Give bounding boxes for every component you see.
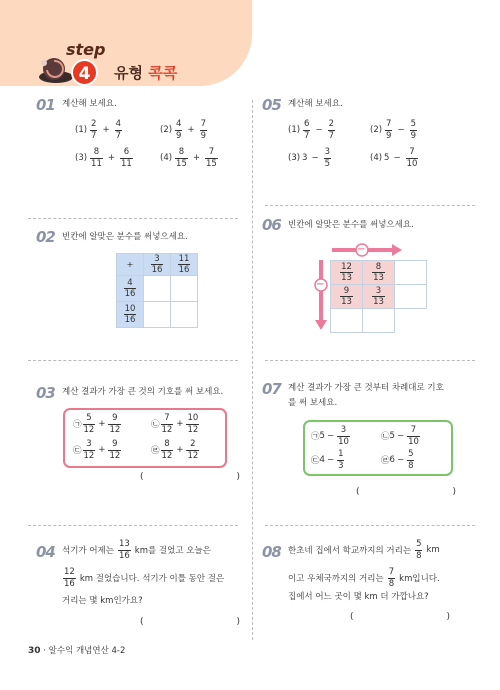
- question-number: 04: [36, 543, 55, 561]
- header-cell: $\frac{4}{16}$: [117, 276, 144, 302]
- fraction: $\frac{5}{9}$: [410, 119, 417, 141]
- given-cell: $\frac{3}{13}$: [363, 285, 395, 309]
- fraction: $\frac{2}{7}$: [328, 119, 335, 141]
- expression-item: (1) $\frac{2}{7}$ + $\frac{4}{7}$: [75, 119, 122, 141]
- fraction: $\frac{8}{12}$: [161, 439, 173, 461]
- fraction: $\frac{10}{12}$: [187, 413, 199, 435]
- question-number: 02: [36, 228, 55, 246]
- fraction: $\frac{7}{9}$: [200, 119, 207, 141]
- expression-item: ㉢ $\frac{3}{12}$ + $\frac{9}{12}$: [73, 439, 121, 461]
- header-cell: $\frac{10}{16}$: [117, 302, 144, 328]
- answer-paren[interactable]: ( ): [140, 472, 240, 482]
- column-divider: [252, 100, 253, 640]
- question-line: 석기가 어제는 $\frac{13}{16}$ km를 걸었고 오늘은: [62, 539, 211, 561]
- section-divider: [265, 360, 475, 361]
- given-cell: $\frac{12}{13}$: [331, 261, 363, 285]
- fraction: $\frac{3}{10}$: [338, 425, 349, 447]
- fraction: $\frac{7}{10}$: [406, 147, 418, 169]
- expression-item: (1) $\frac{6}{7}$ − $\frac{2}{7}$: [288, 119, 335, 141]
- question-number: 06: [262, 216, 281, 234]
- fraction: $\frac{2}{12}$: [187, 439, 199, 461]
- page-footer: 30 · 알수익 개념연산 4-2: [28, 646, 126, 656]
- section-divider: [28, 218, 238, 219]
- expression-item: ㉣ 6 − $\frac{5}{8}$: [381, 449, 414, 471]
- expression-item: ㉠ 5 − $\frac{3}{10}$: [311, 425, 349, 447]
- header-cell: $\frac{3}{16}$: [144, 254, 171, 276]
- step-number: 4: [71, 59, 98, 86]
- fraction: $\frac{5}{8}$: [408, 449, 414, 471]
- fraction: $\frac{7}{9}$: [386, 119, 392, 141]
- question-number: 01: [36, 96, 55, 114]
- question-text: 거리는 몇 km인가요?: [62, 596, 143, 606]
- fraction: $\frac{4}{9}$: [176, 119, 182, 141]
- expression-item: (3) 3 − $\frac{3}{5}$: [288, 147, 331, 169]
- question-text: 빈칸에 알맞은 분수를 써넣으세요.: [62, 232, 188, 242]
- answer-paren[interactable]: ( ): [356, 487, 456, 497]
- fraction: $\frac{7}{10}$: [408, 425, 419, 447]
- minus-sign-left: −: [316, 279, 325, 290]
- question-text: 를 써 보세요.: [288, 398, 338, 408]
- answer-paren[interactable]: ( ): [140, 617, 240, 627]
- expression-item: (2) $\frac{4}{9}$ + $\frac{7}{9}$: [160, 119, 207, 141]
- choice-box: [303, 420, 453, 476]
- minus-sign-top: −: [357, 244, 366, 255]
- section-divider: [265, 205, 475, 206]
- snail-mascot-icon: [36, 55, 76, 85]
- section-divider: [28, 525, 238, 526]
- question-text: 빈칸에 알맞은 분수를 써넣으세요.: [288, 220, 414, 230]
- subtraction-grid: [330, 260, 427, 333]
- step-label: step: [66, 40, 106, 59]
- fraction: $\frac{3}{12}$: [83, 439, 95, 461]
- answer-cell[interactable]: [395, 285, 427, 309]
- fraction: $\frac{9}{12}$: [109, 413, 121, 435]
- fraction: $\frac{7}{12}$: [161, 413, 173, 435]
- answer-cell[interactable]: [363, 309, 395, 333]
- answer-cell[interactable]: [171, 276, 198, 302]
- answer-cell[interactable]: [331, 309, 363, 333]
- answer-cell[interactable]: [144, 302, 171, 328]
- fraction: $\frac{1}{3}$: [338, 449, 344, 471]
- expression-item: ㉡ 5 − $\frac{7}{10}$: [381, 425, 419, 447]
- corner-cell: +: [117, 254, 144, 276]
- question-text: 계산 결과가 가장 큰 것부터 차례대로 기호: [288, 383, 444, 393]
- fraction: $\frac{6}{7}$: [304, 119, 310, 141]
- question-number: 08: [262, 543, 281, 561]
- given-cell: $\frac{9}{13}$: [331, 285, 363, 309]
- fraction: $\frac{5}{12}$: [83, 413, 95, 435]
- expression-item: ㉣ $\frac{8}{12}$ + $\frac{2}{12}$: [151, 439, 199, 461]
- question-text: 집에서 어느 곳이 몇 km 더 가깝나요?: [288, 592, 429, 602]
- fraction: $\frac{9}{12}$: [109, 439, 121, 461]
- empty-cell: [395, 309, 427, 333]
- question-line: 한초네 집에서 학교까지의 거리는 $\frac{5}{8}$ km: [288, 539, 440, 561]
- expression-item: (2) $\frac{7}{9}$ − $\frac{5}{9}$: [370, 119, 417, 141]
- fraction: $\frac{8}{11}$: [91, 147, 102, 169]
- question-number: 07: [262, 380, 281, 398]
- choice-box: [63, 408, 227, 468]
- question-text: 계산 결과가 가장 큰 것의 기호를 써 보세요.: [62, 387, 224, 397]
- answer-cell[interactable]: [171, 302, 198, 328]
- fraction: $\frac{7}{15}$: [206, 147, 217, 169]
- fraction: $\frac{4}{7}$: [115, 119, 122, 141]
- question-text: 계산해 보세요.: [288, 99, 343, 109]
- page-title: 유형 콕콕: [114, 64, 178, 82]
- section-divider: [265, 525, 475, 526]
- fraction: $\frac{6}{11}$: [121, 147, 132, 169]
- expression-item: (3) $\frac{8}{11}$ + $\frac{6}{11}$: [75, 147, 132, 169]
- answer-cell[interactable]: [395, 261, 427, 285]
- question-number: 03: [36, 384, 55, 402]
- expression-item: ㉡ $\frac{7}{12}$ + $\frac{10}{12}$: [151, 413, 199, 435]
- given-cell: $\frac{8}{13}$: [363, 261, 395, 285]
- answer-cell[interactable]: [144, 276, 171, 302]
- expression-item: ㉠ $\frac{5}{12}$ + $\frac{9}{12}$: [73, 413, 121, 435]
- expression-item: (4) $\frac{8}{15}$ + $\frac{7}{15}$: [160, 147, 217, 169]
- question-text: 계산해 보세요.: [62, 99, 117, 109]
- question-line: $\frac{12}{16}$ km 걸었습니다. 석기가 이틀 동안 걸은: [64, 567, 225, 589]
- fraction: $\frac{8}{15}$: [176, 147, 187, 169]
- expression-item: ㉢ 4 − $\frac{1}{3}$: [311, 449, 344, 471]
- fraction: $\frac{2}{7}$: [91, 119, 97, 141]
- question-number: 05: [262, 96, 281, 114]
- fraction: $\frac{3}{5}$: [324, 147, 331, 169]
- section-divider: [28, 360, 238, 361]
- header-cell: $\frac{11}{16}$: [171, 254, 198, 276]
- question-line: 이고 우체국까지의 거리는 $\frac{7}{8}$ km입니다.: [288, 567, 440, 589]
- addition-table: [116, 253, 198, 328]
- answer-paren[interactable]: ( ): [350, 612, 450, 622]
- expression-item: (4) 5 − $\frac{7}{10}$: [370, 147, 418, 169]
